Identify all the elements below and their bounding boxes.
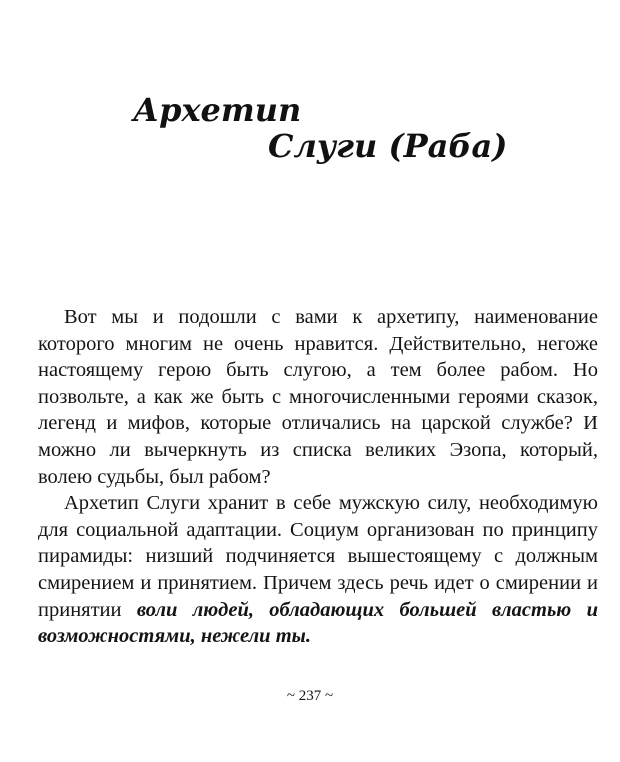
body-text: [38, 304, 598, 650]
chapter-title-line-2: Слуги (Раба): [268, 127, 508, 165]
paragraph-2-text: Архетип Слуги хранит в себе мужскую силу, необходимую для социальной адаптации. Социум организован по принципу пирамиды: низший подчиняется вышестоящему с должным смирением и принятием. Причем здесь речь идет о смирении и принятии: [38, 492, 598, 621]
chapter-title-line-1: Архетип: [133, 91, 302, 129]
paragraph-1-text: Вот мы и подошли с вами к архетипу, наименование которого многим не очень нравится. Действительно, негоже настоящему герою быть слугою, а тем более рабом. Но позвольте, а как же быть с многочисленными героями сказок, легенд и мифов, которые отличались на царской службе? И можно ли вычеркнуть из списка великих Эзопа, который, волею судьбы, был рабом?: [38, 306, 598, 488]
paragraph-1: [38, 304, 598, 490]
page-number: ~ 237 ~: [286, 688, 334, 704]
paragraph-2: [38, 490, 598, 650]
paragraph-2-emphasis: воли людей, обладающих большей властью и возможностями, нежели ты.: [38, 598, 598, 648]
